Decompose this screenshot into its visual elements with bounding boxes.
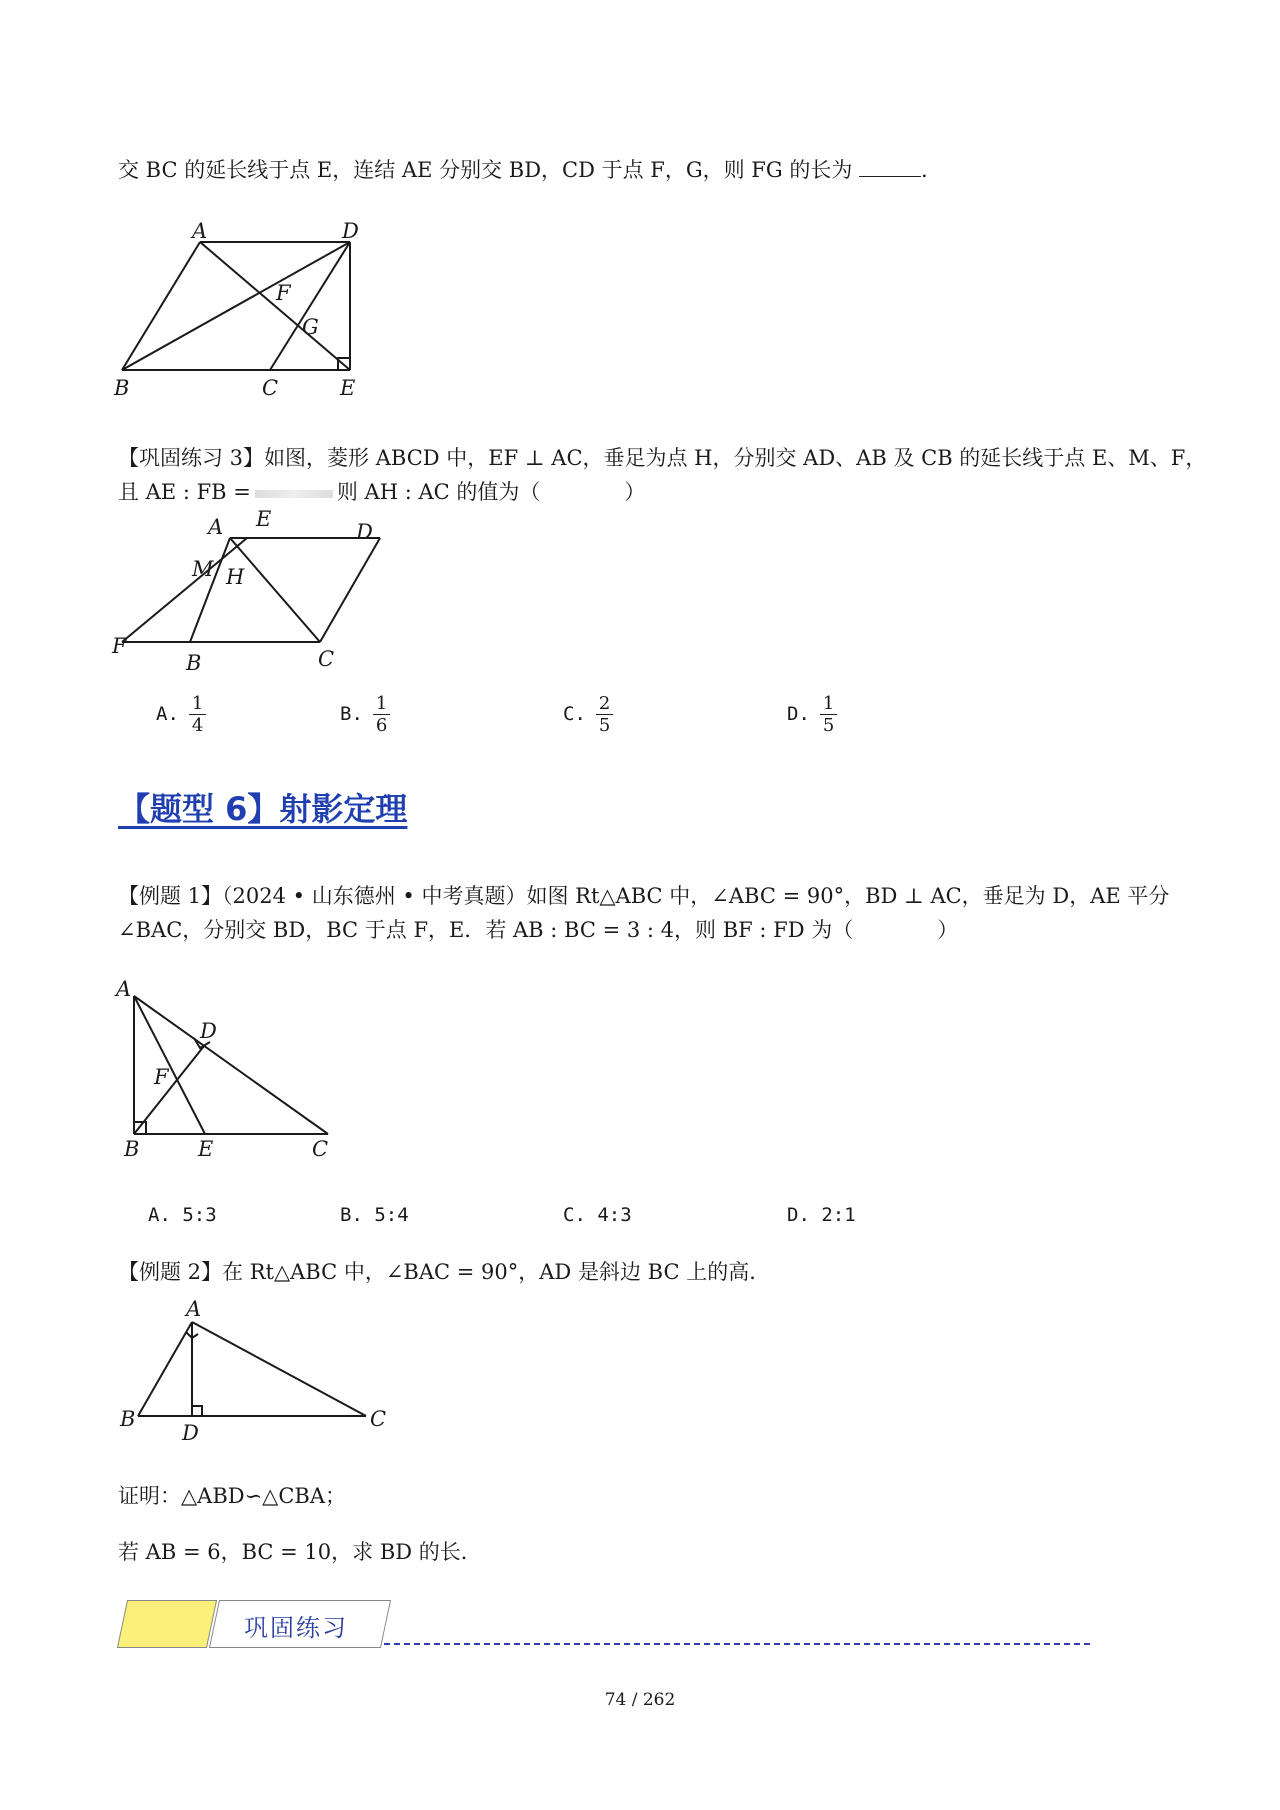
- exercise-3-text-2: [118, 480, 645, 505]
- fraction: [189, 693, 206, 736]
- label-C: C: [318, 647, 335, 671]
- option-b[interactable]: B. 5:4: [340, 1204, 409, 1226]
- label-A: A: [116, 977, 132, 1001]
- numerator: 2: [596, 693, 613, 715]
- label-C: C: [370, 1407, 387, 1431]
- label-C: C: [262, 376, 279, 400]
- page-number: 74 / 262: [604, 1690, 676, 1710]
- option-label: B.: [340, 703, 363, 725]
- label-B: B: [124, 1137, 140, 1161]
- label-D: D: [182, 1421, 199, 1445]
- option-label: A.: [156, 703, 179, 725]
- blurred-value: [255, 490, 333, 498]
- proof-text: 证明：△ABD∽△CBA；: [118, 1484, 346, 1508]
- question-text: 则 AH : AC 的值为（ ）: [336, 480, 646, 504]
- banner-dashed-line: [384, 1643, 1090, 1645]
- example-2-text: 【例题 2】在 Rt△ABC 中，∠BAC = 90°，AD 是斜边 BC 上的高．: [118, 1260, 771, 1284]
- figure-parallelogram: [110, 220, 370, 400]
- figure-right-triangle-altitude: [110, 1298, 410, 1448]
- exercise-3-text: 【巩固练习 3】如图，菱形 ABCD 中，EF ⊥ AC，垂足为点 H，分别交 AD、AB 及 CB 的延长线于点 E、M、F，: [118, 446, 1207, 470]
- denominator: 4: [191, 715, 204, 736]
- section-title: 【题型 6】射影定理: [118, 790, 408, 828]
- option-label: C.: [563, 703, 586, 725]
- option-a[interactable]: A. 5:3: [148, 1204, 217, 1226]
- option-b[interactable]: [340, 693, 390, 736]
- option-d[interactable]: D. 2:1: [787, 1204, 856, 1226]
- option-d[interactable]: [787, 693, 837, 736]
- label-E: E: [198, 1137, 214, 1161]
- label-E: E: [256, 507, 272, 531]
- label-F: F: [276, 281, 291, 305]
- numerator: 1: [373, 693, 390, 715]
- problem-text: 交 BC 的延长线于点 E，连结 AE 分别交 BD，CD 于点 F，G，则 FG 的长为: [118, 158, 853, 182]
- label-A: A: [192, 219, 208, 243]
- numerator: 1: [189, 693, 206, 715]
- option-c[interactable]: [563, 693, 613, 736]
- label-A: A: [186, 1297, 202, 1321]
- answer-blank: [859, 158, 921, 177]
- problem-text-line: [118, 158, 928, 183]
- option-c[interactable]: C. 4:3: [563, 1204, 632, 1226]
- label-D: D: [342, 219, 359, 243]
- denominator: 5: [598, 715, 611, 736]
- label-H: H: [226, 565, 245, 589]
- label-D: D: [356, 520, 373, 544]
- label-B: B: [114, 376, 130, 400]
- fraction: [373, 693, 390, 736]
- numerator: 1: [820, 693, 837, 715]
- label-B: B: [186, 651, 202, 675]
- label-B: B: [120, 1407, 136, 1431]
- fraction: [596, 693, 613, 736]
- label-F: F: [112, 634, 127, 658]
- denominator: 5: [822, 715, 835, 736]
- example-1-text: 【例题 1】（2024 • 山东德州 • 中考真题）如图 Rt△ABC 中，∠ABC = 90°，BD ⊥ AC，垂足为 D，AE 平分: [118, 884, 1170, 908]
- option-label: D.: [787, 703, 810, 725]
- ratio-text: 且 AE : FB =: [118, 480, 251, 504]
- question-text: 若 AB = 6，BC = 10，求 BD 的长．: [118, 1540, 482, 1564]
- figure-rhombus: [110, 507, 400, 675]
- banner-text: 巩固练习: [244, 1614, 348, 1642]
- period: .: [921, 158, 928, 182]
- label-M: M: [192, 557, 214, 581]
- label-E: E: [340, 376, 356, 400]
- denominator: 6: [375, 715, 388, 736]
- example-1-text-2: ∠BAC，分别交 BD，BC 于点 F，E．若 AB : BC = 3 : 4，则 BF : FD 为（ ）: [118, 918, 959, 942]
- banner-yellow-block: [117, 1600, 217, 1648]
- figure-right-triangle-bisector: [110, 977, 350, 1162]
- label-D: D: [200, 1019, 217, 1043]
- fraction: [820, 693, 837, 736]
- option-a[interactable]: [156, 693, 206, 736]
- label-C: C: [312, 1137, 329, 1161]
- label-A: A: [208, 515, 224, 539]
- label-F: F: [154, 1065, 169, 1089]
- label-G: G: [302, 315, 319, 339]
